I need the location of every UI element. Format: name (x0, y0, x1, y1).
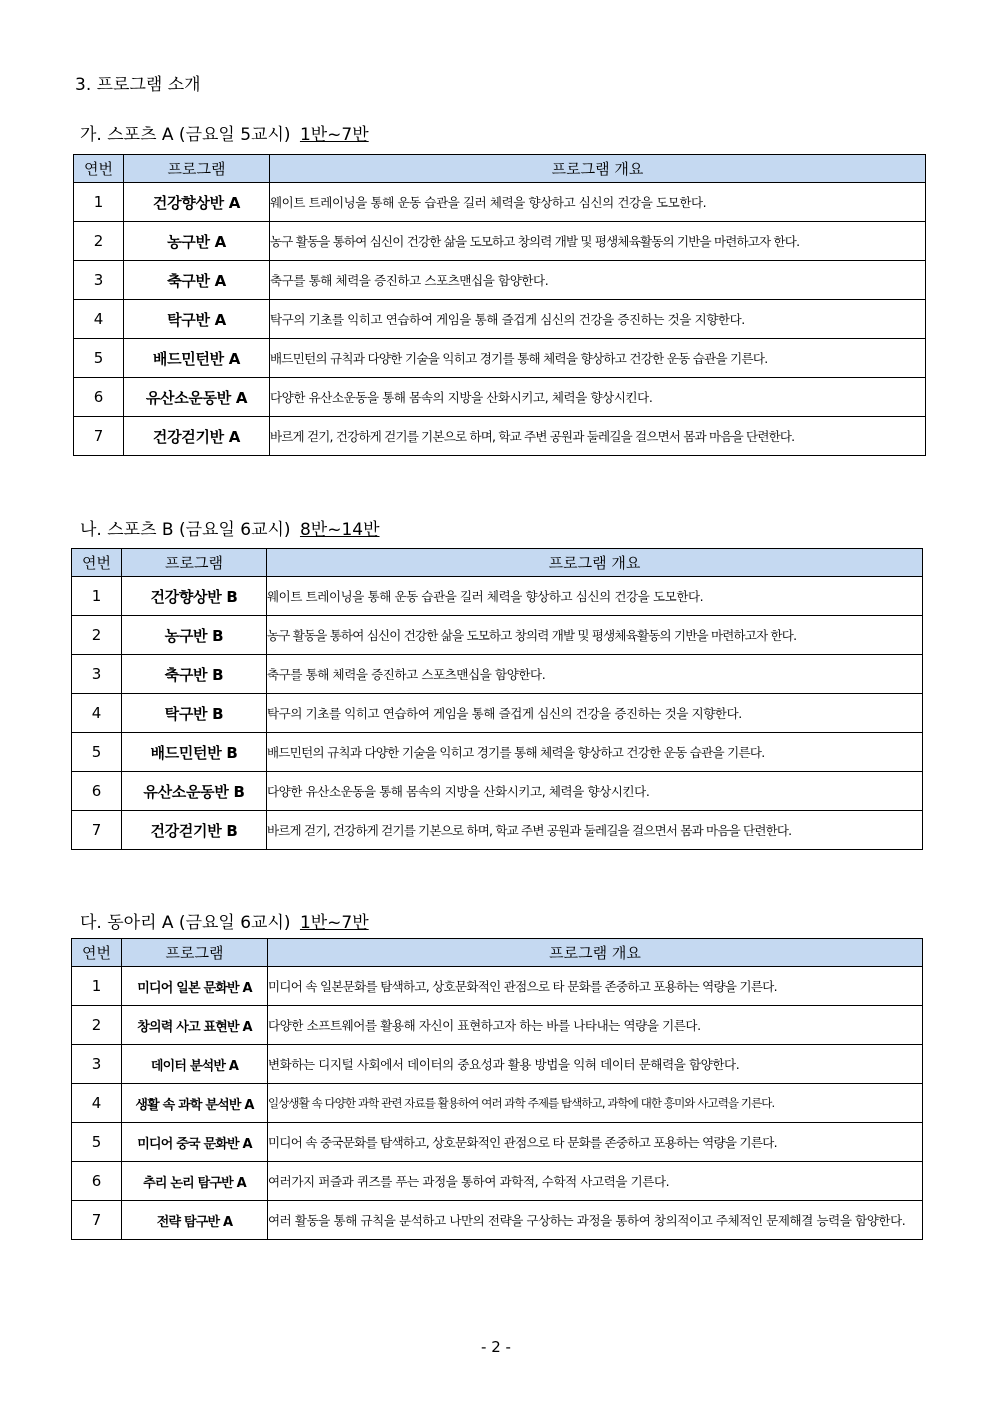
table-b-heading-label: 나. 스포츠 B (금요일 6교시) (80, 520, 291, 540)
row-description: 여러 활동을 통해 규칙을 분석하고 나만의 전략을 구상하는 과정을 통하여 창의적이고 주체적인 문제해결 능력을 함양한다. (268, 1201, 923, 1240)
row-description: 다양한 소프트웨어를 활용해 자신이 표현하고자 하는 바를 나타내는 역량을 기른다. (268, 1006, 923, 1045)
table-row (72, 577, 923, 616)
section-title: 3. 프로그램 소개 (75, 75, 201, 95)
row-program-name: 생활 속 과학 분석반 A (122, 1084, 268, 1123)
col-no-header: 연번 (74, 155, 124, 183)
row-description: 축구를 통해 체력을 증진하고 스포츠맨십을 함양한다. (267, 655, 923, 694)
row-description: 배드민턴의 규칙과 다양한 기술을 익히고 경기를 통해 체력을 향상하고 건강한 운동 습관을 기른다. (270, 339, 926, 378)
row-description: 변화하는 디지털 사회에서 데이터의 중요성과 활용 방법을 익혀 데이터 문해력을 함양한다. (268, 1045, 923, 1084)
row-program-name: 추리 논리 탐구반 A (122, 1162, 268, 1201)
row-description: 일상생활 속 다양한 과학 관련 자료를 활용하여 여러 과학 주제를 탐색하고, 과학에 대한 흥미와 사고력을 기른다. (268, 1084, 923, 1123)
table-row (72, 1162, 923, 1201)
row-no: 6 (72, 1162, 122, 1201)
row-no: 1 (72, 967, 122, 1006)
row-program-name: 축구반 A (124, 261, 270, 300)
table-row (72, 811, 923, 850)
table-c-heading (80, 908, 369, 933)
row-description: 다양한 유산소운동을 통해 몸속의 지방을 산화시키고, 체력을 향상시킨다. (267, 772, 923, 811)
row-no: 4 (74, 300, 124, 339)
table-row (72, 733, 923, 772)
row-description: 탁구의 기초를 익히고 연습하여 게임을 통해 즐겁게 심신의 건강을 증진하는 것을 지향한다. (270, 300, 926, 339)
table-row (72, 1123, 923, 1162)
row-no: 3 (72, 655, 122, 694)
row-description: 미디어 속 중국문화를 탐색하고, 상호문화적인 관점으로 타 문화를 존중하고 포용하는 역량을 기른다. (268, 1123, 923, 1162)
row-description: 배드민턴의 규칙과 다양한 기술을 익히고 경기를 통해 체력을 향상하고 건강한 운동 습관을 기른다. (267, 733, 923, 772)
row-program-name: 배드민턴반 A (124, 339, 270, 378)
col-program-header: 프로그램 (122, 939, 268, 967)
row-program-name: 건강걷기반 B (122, 811, 267, 850)
table-row (72, 1201, 923, 1240)
row-no: 3 (74, 261, 124, 300)
row-no: 2 (74, 222, 124, 261)
row-description: 웨이트 트레이닝을 통해 운동 습관을 길러 체력을 향상하고 심신의 건강을 도모한다. (267, 577, 923, 616)
row-no: 6 (72, 772, 122, 811)
table-a-heading (80, 120, 369, 145)
row-program-name: 데이터 분석반 A (122, 1045, 268, 1084)
row-description: 탁구의 기초를 익히고 연습하여 게임을 통해 즐겁게 심신의 건강을 증진하는 것을 지향한다. (267, 694, 923, 733)
row-program-name: 전략 탐구반 A (122, 1201, 268, 1240)
row-no: 2 (72, 616, 122, 655)
table-row (72, 1045, 923, 1084)
table-b-period: 8반~14반 (299, 520, 380, 540)
col-no-header: 연번 (72, 939, 122, 967)
row-no: 7 (72, 811, 122, 850)
table-row (74, 378, 926, 417)
row-no: 1 (72, 577, 122, 616)
col-summary-header: 프로그램 개요 (267, 549, 923, 577)
row-no: 4 (72, 694, 122, 733)
row-program-name: 유산소운동반 A (124, 378, 270, 417)
table-a-heading-label: 가. 스포츠 A (금요일 5교시) (80, 125, 291, 145)
table-row (74, 222, 926, 261)
row-no: 5 (72, 1123, 122, 1162)
page-number: - 2 - (481, 1338, 511, 1356)
table-row (72, 967, 923, 1006)
program-table-b (71, 548, 923, 850)
row-program-name: 축구반 B (122, 655, 267, 694)
row-description: 웨이트 트레이닝을 통해 운동 습관을 길러 체력을 향상하고 심신의 건강을 도모한다. (270, 183, 926, 222)
col-summary-header: 프로그램 개요 (268, 939, 923, 967)
row-description: 여러가지 퍼즐과 퀴즈를 푸는 과정을 통하여 과학적, 수학적 사고력을 기른다. (268, 1162, 923, 1201)
col-program-header: 프로그램 (124, 155, 270, 183)
row-program-name: 배드민턴반 B (122, 733, 267, 772)
table-row (72, 772, 923, 811)
row-program-name: 탁구반 B (122, 694, 267, 733)
table-c-period: 1반~7반 (299, 913, 369, 933)
table-row (72, 616, 923, 655)
table-row (72, 1006, 923, 1045)
col-program-header: 프로그램 (122, 549, 267, 577)
row-description: 바르게 걷기, 건강하게 걷기를 기본으로 하며, 학교 주변 공원과 둘레길을 걸으면서 몸과 마음을 단련한다. (267, 811, 923, 850)
table-row (72, 655, 923, 694)
table-row (74, 261, 926, 300)
row-program-name: 건강향상반 B (122, 577, 267, 616)
row-program-name: 농구반 A (124, 222, 270, 261)
table-a-period: 1반~7반 (299, 125, 369, 145)
table-row (74, 417, 926, 456)
row-no: 5 (74, 339, 124, 378)
row-no: 6 (74, 378, 124, 417)
table-row (74, 183, 926, 222)
row-no: 4 (72, 1084, 122, 1123)
row-no: 7 (74, 417, 124, 456)
row-no: 5 (72, 733, 122, 772)
row-no: 7 (72, 1201, 122, 1240)
table-b-heading (80, 515, 380, 540)
row-program-name: 건강걷기반 A (124, 417, 270, 456)
row-description: 미디어 속 일본문화를 탐색하고, 상호문화적인 관점으로 타 문화를 존중하고 포용하는 역량을 기른다. (268, 967, 923, 1006)
row-description: 축구를 통해 체력을 증진하고 스포츠맨십을 함양한다. (270, 261, 926, 300)
program-table-c (71, 938, 923, 1240)
row-no: 3 (72, 1045, 122, 1084)
table-row (74, 300, 926, 339)
row-program-name: 탁구반 A (124, 300, 270, 339)
row-description: 다양한 유산소운동을 통해 몸속의 지방을 산화시키고, 체력을 향상시킨다. (270, 378, 926, 417)
row-program-name: 미디어 일본 문화반 A (122, 967, 268, 1006)
col-no-header: 연번 (72, 549, 122, 577)
table-c-heading-label: 다. 동아리 A (금요일 6교시) (80, 913, 291, 933)
row-no: 2 (72, 1006, 122, 1045)
row-description: 농구 활동을 통하여 심신이 건강한 삶을 도모하고 창의력 개발 및 평생체육활동의 기반을 마련하고자 한다. (270, 222, 926, 261)
col-summary-header: 프로그램 개요 (270, 155, 926, 183)
row-program-name: 미디어 중국 문화반 A (122, 1123, 268, 1162)
row-program-name: 유산소운동반 B (122, 772, 267, 811)
table-row (72, 1084, 923, 1123)
row-program-name: 건강향상반 A (124, 183, 270, 222)
row-description: 농구 활동을 통하여 심신이 건강한 삶을 도모하고 창의력 개발 및 평생체육활동의 기반을 마련하고자 한다. (267, 616, 923, 655)
row-no: 1 (74, 183, 124, 222)
table-row (74, 339, 926, 378)
row-program-name: 창의력 사고 표현반 A (122, 1006, 268, 1045)
table-row (72, 694, 923, 733)
row-description: 바르게 걷기, 건강하게 걷기를 기본으로 하며, 학교 주변 공원과 둘레길을 걸으면서 몸과 마음을 단련한다. (270, 417, 926, 456)
row-program-name: 농구반 B (122, 616, 267, 655)
program-table-a (73, 154, 926, 456)
